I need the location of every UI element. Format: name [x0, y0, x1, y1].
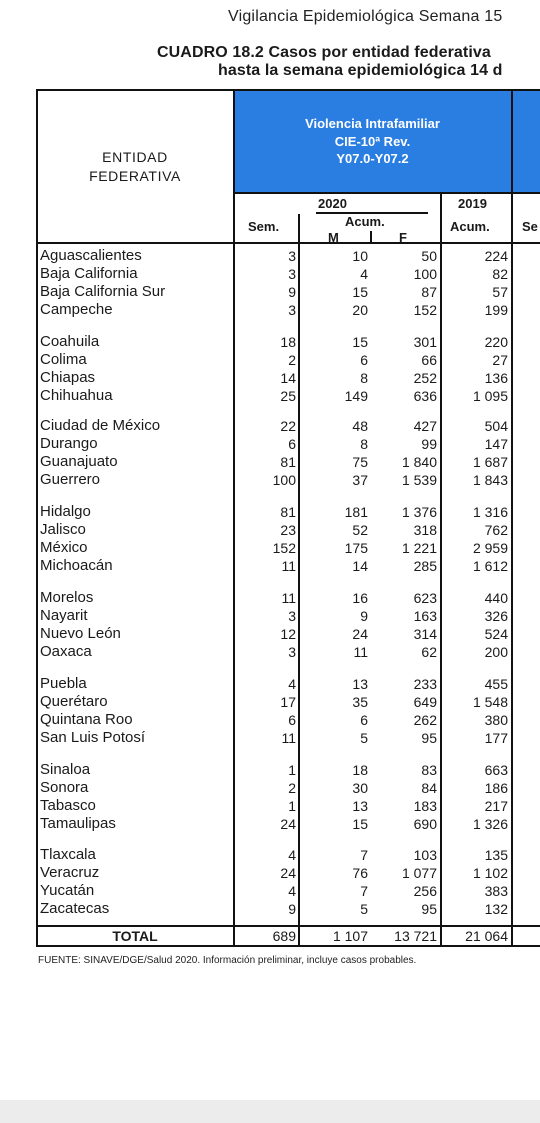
cell-sem: 4 [288, 883, 296, 899]
cell-prev: 200 [484, 644, 508, 660]
cell-f: 252 [413, 370, 437, 386]
entidad-header-line1: ENTIDAD [102, 149, 168, 165]
cell-sem: 12 [280, 626, 296, 642]
cell-f: 103 [413, 847, 437, 863]
cell-prev: 132 [484, 901, 508, 917]
cell-m: 18 [352, 762, 368, 778]
state-name: Veracruz [40, 864, 100, 881]
state-name: Michoacán [40, 557, 113, 574]
column-rule [233, 91, 235, 947]
state-name: Baja California Sur [40, 283, 166, 300]
cell-f: 285 [413, 558, 437, 574]
bottom-bar [0, 1100, 540, 1123]
cell-m: 13 [352, 676, 368, 692]
cell-sem: 24 [280, 816, 296, 832]
cell-sem: 25 [280, 388, 296, 404]
cell-prev: 1 843 [472, 472, 508, 488]
cell-m: 75 [352, 454, 368, 470]
cell-sem: 2 [288, 352, 296, 368]
cell-prev: 1 612 [472, 558, 508, 574]
cell-f: 163 [413, 608, 437, 624]
cell-f: 62 [421, 644, 437, 660]
state-name: Nayarit [40, 607, 88, 624]
state-name: Chihuahua [40, 387, 113, 404]
state-name: San Luis Potosí [40, 729, 146, 746]
cell-f: 314 [413, 626, 437, 642]
cell-m: 10 [352, 248, 368, 264]
state-name: Coahuila [40, 333, 100, 350]
cell-m: 8 [360, 370, 368, 386]
cell-prev: 380 [484, 712, 508, 728]
state-name: Zacatecas [40, 900, 110, 917]
cell-m: 15 [352, 334, 368, 350]
cell-f: 690 [413, 816, 437, 832]
state-name: Tabasco [40, 797, 96, 814]
cell-m: 35 [352, 694, 368, 710]
total-sem: 689 [272, 928, 296, 944]
cell-f: 100 [413, 266, 437, 282]
state-name: Morelos [40, 589, 94, 606]
cell-m: 5 [360, 730, 368, 746]
cell-m: 30 [352, 780, 368, 796]
year-current-header: 2020 [318, 196, 347, 211]
state-name: Guerrero [40, 471, 101, 488]
cell-m: 48 [352, 418, 368, 434]
cell-m: 6 [360, 352, 368, 368]
cell-m: 14 [352, 558, 368, 574]
cell-sem: 6 [288, 436, 296, 452]
cell-prev: 524 [484, 626, 508, 642]
row-rule [36, 925, 540, 927]
acum-header: Acum. [345, 214, 385, 229]
table-subtitle: hasta la semana epidemiológica 14 d [218, 62, 503, 79]
cell-f: 1 539 [401, 472, 437, 488]
disease-cie: CIE-10ª Rev. [334, 134, 411, 149]
state-name: Guanajuato [40, 453, 118, 470]
cell-sem: 11 [281, 730, 296, 746]
cell-m: 6 [360, 712, 368, 728]
cell-m: 175 [344, 540, 368, 556]
cell-f: 1 221 [401, 540, 437, 556]
cell-prev: 177 [484, 730, 508, 746]
cell-prev: 504 [484, 418, 508, 434]
cell-m: 5 [360, 901, 368, 917]
cell-sem: 100 [272, 472, 296, 488]
cell-f: 623 [413, 590, 437, 606]
cell-m: 11 [353, 644, 368, 660]
cell-prev: 147 [484, 436, 508, 452]
cell-prev: 455 [484, 676, 508, 692]
state-name: Nuevo León [40, 625, 121, 642]
cell-f: 95 [421, 730, 437, 746]
cell-f: 427 [413, 418, 437, 434]
cell-m: 9 [360, 608, 368, 624]
state-name: Hidalgo [40, 503, 91, 520]
cell-f: 99 [421, 436, 437, 452]
cell-prev: 57 [492, 284, 508, 300]
cell-prev: 383 [484, 883, 508, 899]
disease-codes: Y07.0-Y07.2 [336, 151, 409, 166]
cell-m: 24 [352, 626, 368, 642]
state-name: Sonora [40, 779, 89, 796]
state-name: Ciudad de México [40, 417, 161, 434]
cell-m: 20 [352, 302, 368, 318]
state-name: Jalisco [40, 521, 86, 538]
cell-f: 95 [421, 901, 437, 917]
table-title: CUADRO 18.2 Casos por entidad federativa [157, 44, 491, 61]
cell-sem: 3 [288, 644, 296, 660]
cell-sem: 11 [281, 558, 296, 574]
cell-f: 83 [421, 762, 437, 778]
cell-m: 52 [352, 522, 368, 538]
state-name: Colima [40, 351, 87, 368]
cell-sem: 9 [288, 284, 296, 300]
total-prev: 21 064 [465, 928, 508, 944]
cell-prev: 1 095 [472, 388, 508, 404]
cell-sem: 81 [280, 454, 296, 470]
cell-sem: 6 [288, 712, 296, 728]
cell-prev: 217 [484, 798, 508, 814]
cell-m: 4 [360, 266, 368, 282]
entidad-header-line2: FEDERATIVA [89, 168, 181, 184]
cell-f: 301 [413, 334, 437, 350]
cell-prev: 27 [492, 352, 508, 368]
state-name: Durango [40, 435, 98, 452]
cell-sem: 3 [288, 266, 296, 282]
cell-prev: 1 687 [472, 454, 508, 470]
cell-sem: 17 [280, 694, 296, 710]
state-name: Chiapas [40, 369, 96, 386]
cell-m: 7 [360, 847, 368, 863]
cell-f: 318 [413, 522, 437, 538]
cell-sem: 4 [288, 676, 296, 692]
cell-f: 183 [413, 798, 437, 814]
f-header: F [399, 230, 407, 245]
cell-prev: 199 [484, 302, 508, 318]
cell-m: 13 [352, 798, 368, 814]
source-footnote: FUENTE: SINAVE/DGE/Salud 2020. Información preliminar, incluye casos probables. [38, 955, 417, 966]
cell-f: 256 [413, 883, 437, 899]
cell-sem: 152 [272, 540, 296, 556]
cell-sem: 81 [280, 504, 296, 520]
year-prev-header: 2019 [458, 196, 487, 211]
cell-m: 7 [360, 883, 368, 899]
cell-sem: 24 [280, 865, 296, 881]
cell-prev: 1 548 [472, 694, 508, 710]
cell-sem: 9 [288, 901, 296, 917]
state-name: Aguascalientes [40, 247, 142, 264]
cell-sem: 3 [288, 248, 296, 264]
total-label: TOTAL [112, 928, 158, 944]
total-f: 13 721 [394, 928, 437, 944]
cell-prev: 220 [484, 334, 508, 350]
state-name: Tlaxcala [40, 846, 96, 863]
cell-f: 1 077 [401, 865, 437, 881]
cell-f: 233 [413, 676, 437, 692]
state-name: Yucatán [40, 882, 95, 899]
acum-prev-header: Acum. [450, 219, 490, 234]
sem-header: Sem. [248, 219, 280, 234]
state-name: Quintana Roo [40, 711, 133, 728]
state-name: Sinaloa [40, 761, 91, 778]
cell-m: 16 [352, 590, 368, 606]
disease-name: Violencia Intrafamiliar [305, 116, 440, 131]
column-rule [440, 193, 442, 947]
cell-f: 636 [413, 388, 437, 404]
cell-prev: 440 [484, 590, 508, 606]
cell-prev: 82 [492, 266, 508, 282]
cell-prev: 1 102 [472, 865, 508, 881]
cell-f: 1 840 [401, 454, 437, 470]
cell-sem: 23 [280, 522, 296, 538]
total-m: 1 107 [332, 928, 368, 944]
cell-sem: 1 [288, 798, 296, 814]
cell-m: 37 [352, 472, 368, 488]
next-sem-header: Se [522, 219, 538, 234]
state-name: Campeche [40, 301, 113, 318]
state-name: Puebla [40, 675, 87, 692]
cell-f: 262 [413, 712, 437, 728]
cell-prev: 762 [484, 522, 508, 538]
cell-prev: 136 [484, 370, 508, 386]
cell-prev: 135 [484, 847, 508, 863]
next-disease-header-cell [513, 91, 540, 192]
cell-m: 76 [352, 865, 368, 881]
state-name: Baja California [40, 265, 138, 282]
cell-sem: 14 [280, 370, 296, 386]
cell-f: 50 [421, 248, 437, 264]
cell-sem: 3 [288, 608, 296, 624]
cell-f: 66 [421, 352, 437, 368]
column-rule [511, 91, 513, 947]
cell-prev: 186 [484, 780, 508, 796]
row-rule [233, 192, 540, 194]
cell-prev: 2 959 [472, 540, 508, 556]
state-name: Oaxaca [40, 643, 92, 660]
state-name: Tamaulipas [40, 815, 116, 832]
cell-sem: 1 [288, 762, 296, 778]
cell-f: 152 [413, 302, 437, 318]
cell-prev: 1 316 [472, 504, 508, 520]
cell-f: 84 [421, 780, 437, 796]
state-name: Querétaro [40, 693, 108, 710]
cell-sem: 4 [288, 847, 296, 863]
cell-prev: 1 326 [472, 816, 508, 832]
column-rule [298, 214, 300, 947]
cell-f: 649 [413, 694, 437, 710]
cell-sem: 3 [288, 302, 296, 318]
cell-m: 8 [360, 436, 368, 452]
cell-m: 15 [352, 816, 368, 832]
row-rule [36, 242, 540, 244]
cell-m: 15 [352, 284, 368, 300]
report-header: Vigilancia Epidemiológica Semana 15 [228, 8, 503, 25]
cell-prev: 224 [484, 248, 508, 264]
cell-sem: 2 [288, 780, 296, 796]
state-name: México [40, 539, 88, 556]
cell-prev: 326 [484, 608, 508, 624]
cell-m: 181 [344, 504, 368, 520]
cell-m: 149 [344, 388, 368, 404]
m-header: M [328, 230, 339, 245]
cell-prev: 663 [484, 762, 508, 778]
cell-sem: 11 [281, 590, 296, 606]
cell-f: 1 376 [401, 504, 437, 520]
cell-sem: 22 [280, 418, 296, 434]
cell-sem: 18 [280, 334, 296, 350]
cell-f: 87 [421, 284, 437, 300]
